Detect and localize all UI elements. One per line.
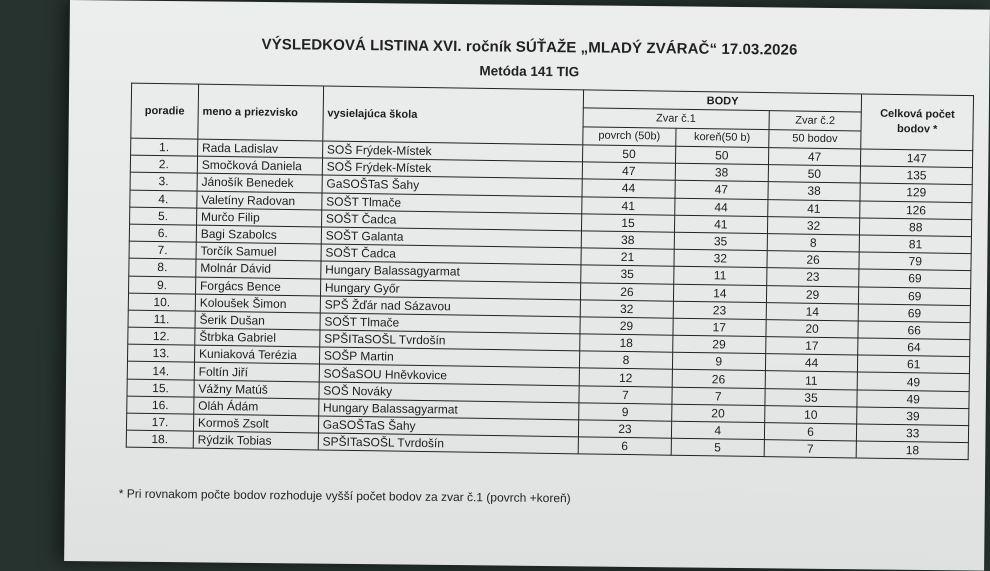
cell-total: 49: [857, 390, 969, 409]
header-total: [861, 94, 973, 151]
cell-weld2: 35: [765, 388, 858, 407]
cell-school: SPŠITaSOŠL Tvrdošín: [318, 433, 578, 454]
cell-root: 7: [672, 387, 765, 406]
cell-surface: 9: [579, 403, 672, 422]
footnote: * Pri rovnakom počte bodov rozhoduje vyšší počet bodov za zvar č.1 (povrch +koreň): [118, 486, 571, 506]
cell-name: Murčo Filip: [196, 208, 321, 227]
cell-weld2: 32: [767, 216, 860, 235]
cell-school: SOŠT Galanta: [321, 227, 581, 248]
header-weld2: Zvar č.2: [769, 111, 862, 131]
header-total-label: Celková počet bodov *: [880, 107, 955, 136]
cell-name: Koloušek Šimon: [195, 294, 320, 313]
cell-weld2: 26: [767, 251, 860, 270]
cell-rank: 9.: [129, 276, 196, 294]
cell-total: 66: [858, 321, 970, 340]
cell-root: 47: [675, 181, 768, 200]
header-school: vysielajúca škola: [323, 86, 584, 145]
cell-surface: 47: [582, 162, 675, 181]
cell-surface: 41: [582, 196, 675, 215]
cell-weld2: 11: [765, 371, 858, 390]
cell-surface: 12: [579, 368, 672, 387]
cell-rank: 1.: [131, 138, 198, 156]
cell-rank: 15.: [127, 379, 194, 397]
cell-weld2: 14: [766, 302, 859, 321]
cell-weld2: 23: [766, 268, 859, 287]
cell-total: 79: [859, 252, 971, 271]
cell-total: 49: [858, 372, 970, 391]
cell-surface: 29: [580, 317, 673, 336]
cell-school: GaSOŠTaS Šahy: [322, 175, 582, 196]
cell-total: 69: [859, 304, 971, 323]
cell-total: 81: [860, 235, 972, 254]
cell-school: SOŠ Frýdek-Místek: [322, 141, 582, 162]
cell-name: Smočková Daniela: [197, 156, 322, 175]
cell-total: 88: [860, 218, 972, 237]
cell-root: 17: [673, 318, 766, 337]
cell-name: Rýdzik Tobias: [193, 431, 318, 450]
results-table: [126, 83, 974, 461]
cell-root: 5: [671, 438, 764, 457]
cell-school: SPŠ Žďár nad Sázavou: [320, 296, 580, 317]
cell-name: Molnár Dávid: [196, 259, 321, 278]
cell-rank: 11.: [128, 310, 195, 328]
cell-total: 126: [860, 201, 972, 220]
cell-school: SOŠT Tlmače: [320, 313, 580, 334]
cell-rank: 16.: [127, 396, 194, 414]
cell-surface: 8: [579, 351, 672, 370]
document-subtitle: Metóda 141 TIG: [479, 63, 580, 80]
cell-rank: 5.: [130, 207, 197, 225]
cell-root: 29: [673, 335, 766, 354]
cell-rank: 7.: [129, 241, 196, 259]
cell-surface: 35: [581, 265, 674, 284]
cell-root: 14: [673, 284, 766, 303]
cell-school: SOŠP Martin: [319, 347, 579, 368]
cell-school: SOŠT Čadca: [321, 210, 581, 231]
cell-surface: 7: [579, 385, 672, 404]
cell-name: Šerik Dušan: [195, 311, 320, 330]
header-name: meno a priezvisko: [198, 84, 324, 141]
cell-rank: 8.: [129, 258, 196, 276]
cell-weld2: 7: [764, 440, 857, 459]
cell-root: 35: [674, 232, 767, 251]
cell-name: Vážny Matúš: [194, 380, 319, 399]
cell-surface: 6: [578, 437, 671, 456]
cell-surface: 50: [582, 145, 675, 164]
cell-school: SOŠ Nováky: [319, 382, 579, 403]
cell-school: SOŠ Frýdek-Místek: [322, 158, 582, 179]
cell-root: 26: [672, 370, 765, 389]
cell-root: 23: [673, 301, 766, 320]
cell-surface: 18: [580, 334, 673, 353]
cell-total: 129: [860, 183, 972, 202]
cell-rank: 17.: [126, 413, 193, 431]
cell-name: Štrbka Gabriel: [195, 328, 320, 347]
cell-name: Torčík Samuel: [196, 242, 321, 261]
cell-school: Hungary Győr: [320, 278, 580, 299]
cell-school: SPŠITaSOŠL Tvrdošín: [319, 330, 579, 351]
header-rank: poradie: [131, 83, 199, 139]
header-body: BODY: [583, 90, 862, 112]
cell-name: Oláh Ádám: [194, 397, 319, 416]
document-title: VÝSLEDKOVÁ LISTINA XVI. ročník SÚŤAŽE „MLADÝ ZVÁRAČ“ 17.03.2026: [261, 36, 798, 59]
header-weld2-max: 50 bodov: [768, 129, 861, 149]
cell-root: 11: [674, 267, 767, 286]
cell-total: 33: [857, 424, 969, 443]
cell-name: Kuniaková Terézia: [194, 345, 319, 364]
cell-root: 44: [675, 198, 768, 217]
cell-surface: 21: [581, 248, 674, 267]
cell-surface: 38: [581, 231, 674, 250]
cell-total: 64: [858, 338, 970, 357]
cell-root: 9: [672, 352, 765, 371]
cell-total: 39: [857, 407, 969, 426]
cell-rank: 6.: [129, 224, 196, 242]
cell-school: Hungary Balassagyarmat: [321, 261, 581, 282]
cell-weld2: 8: [767, 234, 860, 253]
cell-name: Jánošík Benedek: [197, 174, 322, 193]
cell-rank: 10.: [128, 293, 195, 311]
cell-weld2: 20: [766, 319, 859, 338]
cell-rank: 2.: [130, 155, 197, 173]
cell-weld2: 47: [768, 148, 861, 167]
results-sheet: [64, 0, 990, 571]
cell-root: 20: [672, 404, 765, 423]
cell-total: 18: [857, 441, 969, 460]
cell-rank: 18.: [126, 430, 193, 448]
cell-weld2: 41: [767, 199, 860, 218]
cell-total: 69: [859, 269, 971, 288]
cell-rank: 12.: [128, 327, 195, 345]
cell-root: 38: [675, 163, 768, 182]
cell-total: 135: [861, 166, 973, 185]
header-surface: povrch (50b): [583, 127, 676, 147]
cell-school: SOŠaSOU Hněvkovice: [319, 364, 579, 385]
cell-root: 41: [674, 215, 767, 234]
cell-surface: 15: [581, 214, 674, 233]
cell-weld2: 44: [765, 354, 858, 373]
cell-name: Kormoš Zsolt: [193, 414, 318, 433]
header-root: koreň(50 b): [676, 128, 769, 148]
header-weld1: Zvar č.1: [583, 108, 769, 129]
results-table-body: [126, 138, 972, 460]
cell-school: Hungary Balassagyarmat: [318, 399, 578, 420]
cell-weld2: 17: [765, 337, 858, 356]
cell-surface: 44: [582, 179, 675, 198]
cell-weld2: 29: [766, 285, 859, 304]
cell-rank: 3.: [130, 173, 197, 191]
cell-root: 32: [674, 249, 767, 268]
cell-rank: 13.: [127, 344, 194, 362]
cell-school: SOŠT Tlmače: [322, 193, 582, 214]
cell-school: GaSOŠTaS Šahy: [318, 416, 578, 437]
cell-name: Foltín Jiří: [194, 363, 319, 382]
cell-total: 147: [861, 149, 973, 168]
cell-name: Valetíny Radovan: [197, 191, 322, 210]
cell-rank: 4.: [130, 190, 197, 208]
cell-total: 61: [858, 355, 970, 374]
cell-weld2: 10: [764, 405, 857, 424]
cell-weld2: 50: [768, 165, 861, 184]
cell-surface: 32: [580, 300, 673, 319]
cell-name: Forgács Bence: [195, 277, 320, 296]
cell-weld2: 6: [764, 423, 857, 442]
cell-name: Rada Ladislav: [197, 139, 322, 158]
cell-name: Bagi Szabolcs: [196, 225, 321, 244]
cell-rank: 14.: [127, 362, 194, 380]
cell-surface: 26: [580, 282, 673, 301]
cell-school: SOŠT Čadca: [321, 244, 581, 265]
cell-weld2: 38: [768, 182, 861, 201]
cell-root: 50: [675, 146, 768, 165]
cell-root: 4: [671, 421, 764, 440]
cell-surface: 23: [578, 420, 671, 439]
cell-total: 69: [859, 286, 971, 305]
